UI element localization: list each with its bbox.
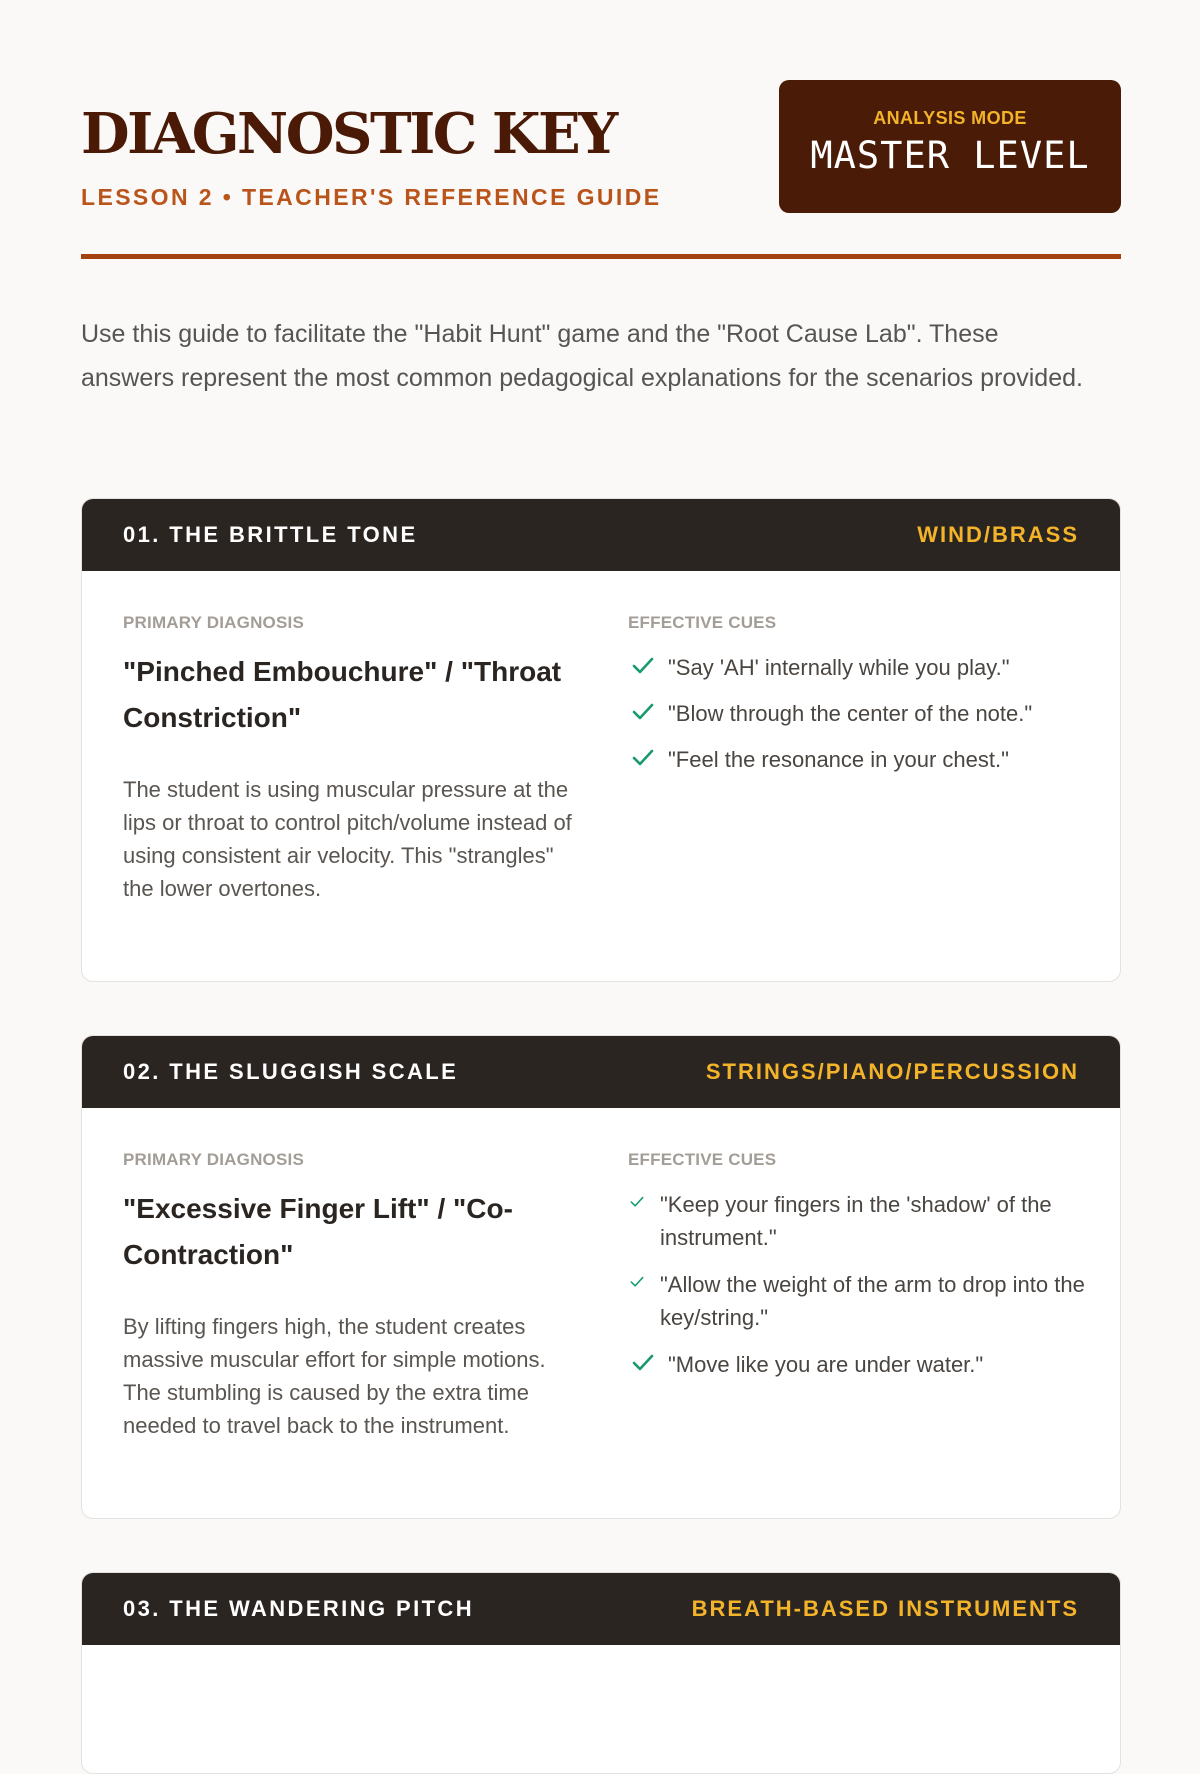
check-icon [632, 703, 654, 721]
page-title: DIAGNOSTIC KEY [81, 101, 616, 167]
scenario-card-1 [81, 498, 1121, 982]
check-icon [630, 1196, 644, 1208]
check-icon [632, 1354, 654, 1372]
cue-item [628, 651, 1088, 684]
card-category: STRINGS/PIANO/PERCUSSION [705, 1059, 1079, 1084]
cue-text: "Feel the resonance in your chest." [668, 747, 1009, 772]
analysis-mode-value: MASTER LEVEL [810, 134, 1090, 177]
scenario-card-2 [81, 1035, 1121, 1519]
analysis-mode-badge [779, 80, 1121, 213]
cue-item [628, 1188, 1088, 1254]
diagnosis-label: PRIMARY DIAGNOSIS [123, 613, 304, 632]
cue-item [628, 743, 1088, 776]
card-header [82, 499, 1120, 571]
check-icon [632, 657, 654, 675]
cues-label: EFFECTIVE CUES [628, 1150, 777, 1169]
card-category: WIND/BRASS [917, 522, 1079, 547]
diagnosis-explanation: The student is using muscular pressure at the lips or throat to control pitch/volume instead of using consistent air velocity. This "strangles" the lower overtones. [123, 777, 572, 901]
analysis-mode-label: ANALYSIS MODE [873, 108, 1027, 128]
scenario-card-3 [81, 1572, 1121, 1774]
cue-list [628, 651, 1088, 789]
page-header [81, 80, 1121, 260]
card-category: BREATH-BASED INSTRUMENTS [691, 1596, 1079, 1621]
cue-text: "Allow the weight of the arm to drop into the key/string." [660, 1272, 1085, 1330]
card-header [82, 1036, 1120, 1108]
primary-diagnosis: "Pinched Embouchure" / "Throat Constriction" [123, 656, 562, 733]
card-title: 03. THE WANDERING PITCH [123, 1596, 475, 1621]
diagnosis-explanation: By lifting fingers high, the student creates massive muscular effort for simple motions. The stumbling is caused by the extra time needed to travel back to the instrument. [123, 1314, 546, 1438]
check-icon [630, 1276, 644, 1288]
header-divider [81, 254, 1121, 259]
cue-list [628, 1188, 1088, 1394]
primary-diagnosis: "Excessive Finger Lift" / "Co-Contraction" [123, 1193, 513, 1270]
cues-label: EFFECTIVE CUES [628, 613, 777, 632]
cue-text: "Move like you are under water." [668, 1352, 984, 1377]
cue-item [628, 1348, 1088, 1381]
check-icon [632, 749, 654, 767]
intro-paragraph: Use this guide to facilitate the "Habit Hunt" game and the "Root Cause Lab". These answers represent the most common pedagogical explanations for the scenarios provided. [81, 320, 1083, 392]
cue-text: "Blow through the center of the note." [668, 701, 1033, 726]
card-header [82, 1573, 1120, 1645]
card-title: 02. THE SLUGGISH SCALE [123, 1059, 459, 1084]
cue-item [628, 1268, 1088, 1334]
cue-text: "Keep your fingers in the 'shadow' of the instrument." [660, 1192, 1052, 1250]
cue-item [628, 697, 1088, 730]
page-subtitle: LESSON 2 • TEACHER'S REFERENCE GUIDE [81, 184, 662, 210]
diagnosis-label: PRIMARY DIAGNOSIS [123, 1150, 304, 1169]
card-title: 01. THE BRITTLE TONE [123, 522, 418, 547]
cue-text: "Say 'AH' internally while you play." [668, 655, 1010, 680]
